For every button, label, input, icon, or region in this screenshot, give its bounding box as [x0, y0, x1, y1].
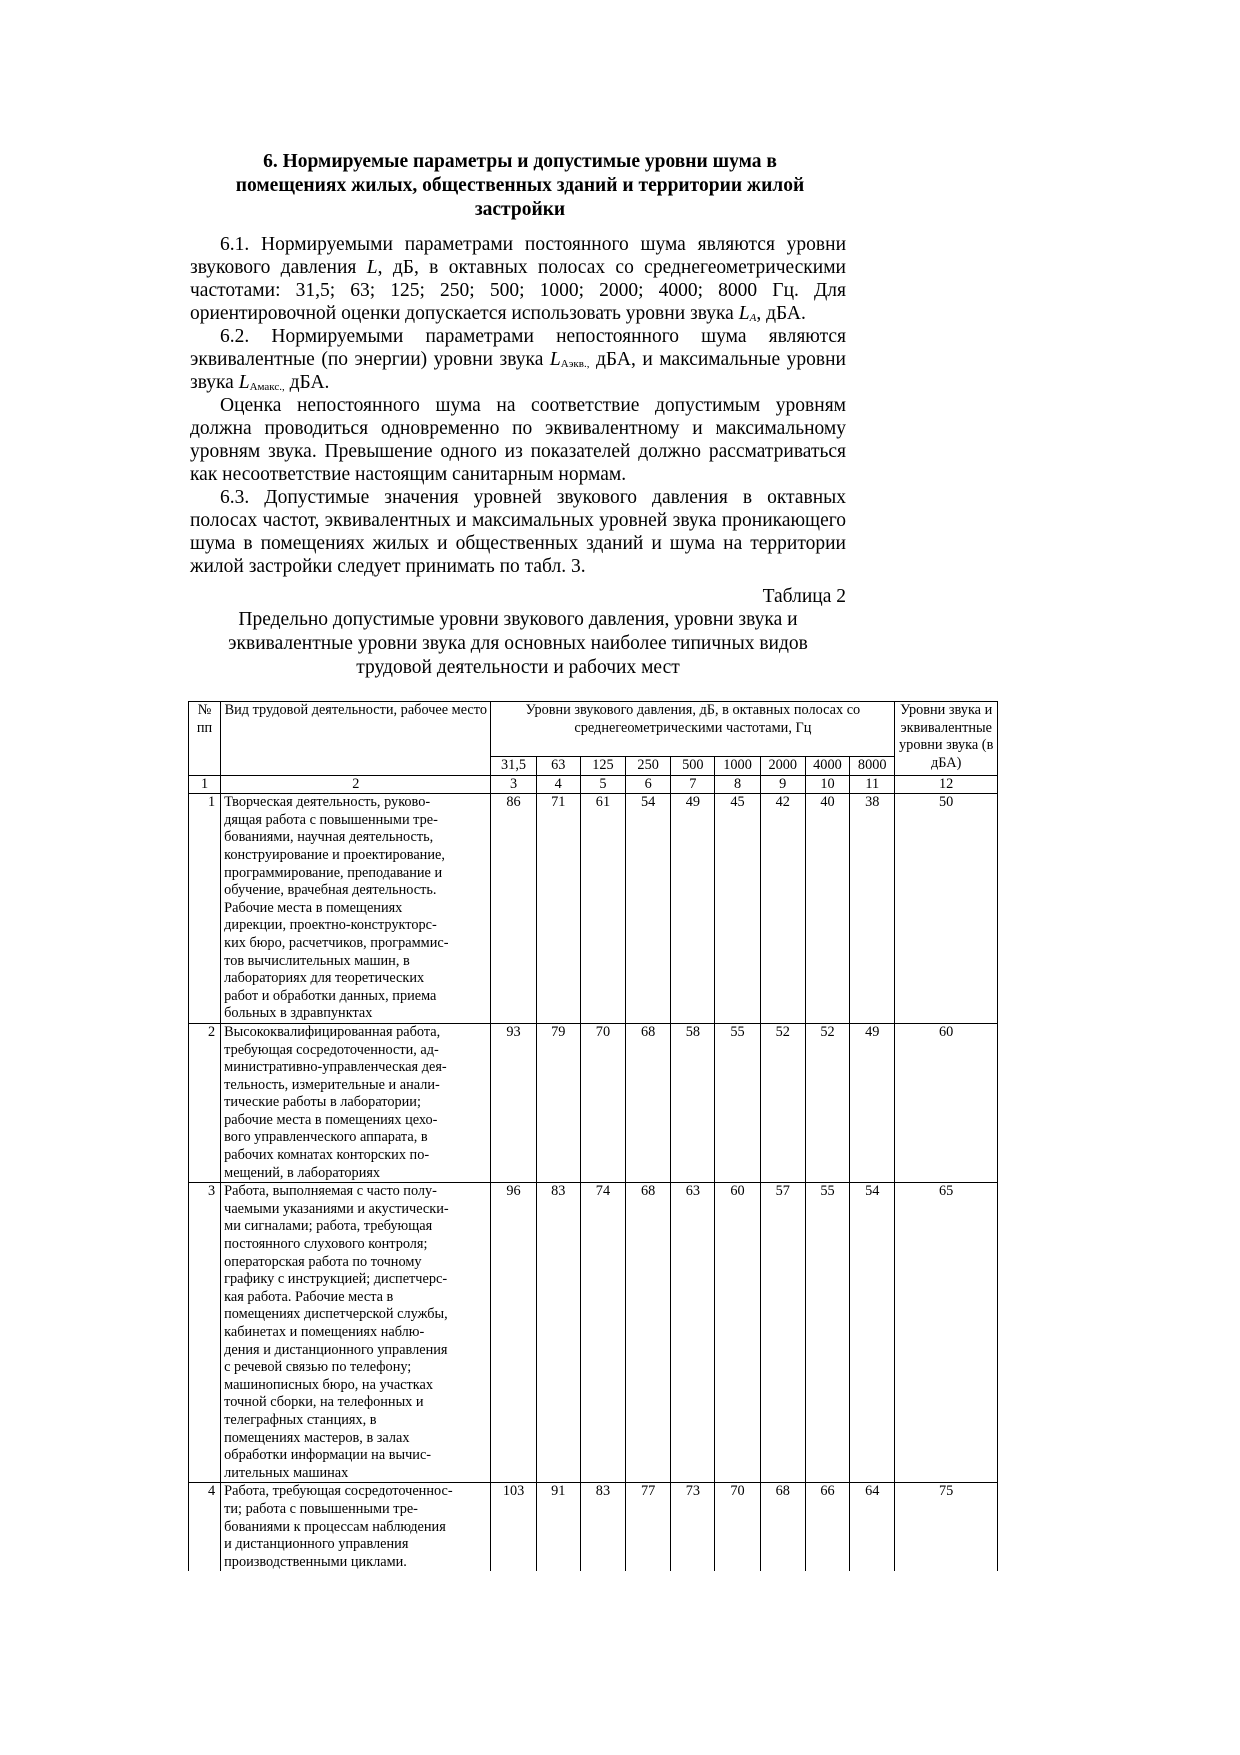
column-number: 2 [221, 775, 491, 794]
frequency-header: 125 [580, 757, 625, 776]
column-number: 10 [805, 775, 849, 794]
activity-line: ких бюро, расчетчиков, программис- [224, 934, 449, 951]
level-value: 96 [491, 1183, 536, 1483]
level-value: 66 [805, 1483, 849, 1571]
heading-line-2: помещениях жилых, общественных зданий и территории жилой [235, 175, 805, 196]
paragraph-6-2: 6.2. Нормируемыми параметрами непостоянного шума являются эквивалентные (по энергии) уровни звука $L_{Аэкв.,}$ дБА, и максимальные уровни звука $L_{Амакс.,}$ дБА. [190, 326, 846, 393]
activity-line: больных в здравпунктах [224, 1005, 373, 1022]
noise-levels-table [188, 701, 998, 1571]
activity-line: телеграфных станциях, в [224, 1411, 377, 1428]
activity-line: бованиями, научная деятельность, [224, 829, 434, 846]
activity-line: ми сигналами; работа, требующая [224, 1218, 433, 1235]
level-value: 68 [626, 1023, 671, 1182]
activity-line: Творческая деятельность, руково- [224, 794, 431, 811]
level-value: 61 [580, 794, 625, 1024]
noise-table-container [188, 701, 998, 1606]
level-value: 49 [671, 794, 715, 1024]
activity-line: обучение, врачебная деятельность. [224, 882, 437, 899]
activity-line: помещениях мастеров, в залах [224, 1429, 410, 1446]
frequency-header: 4000 [805, 757, 849, 776]
level-value: 83 [580, 1483, 625, 1571]
level-value: 54 [850, 1183, 895, 1483]
body-text [190, 233, 846, 578]
activity-line: Высококвалифицированная работа, [224, 1023, 441, 1040]
sound-level-value: 60 [895, 1023, 998, 1182]
activity-description [221, 1483, 491, 1571]
activity-line: дирекции, проектно-конструкторс- [224, 917, 437, 934]
level-value: 70 [715, 1483, 760, 1571]
level-value: 49 [850, 1023, 895, 1182]
level-value: 52 [805, 1023, 849, 1182]
row-number: 3 [189, 1183, 221, 1483]
column-number: 5 [580, 775, 625, 794]
column-number: 6 [626, 775, 671, 794]
activity-line: программирование, преподавание и [224, 864, 443, 881]
frequency-header: 8000 [850, 757, 895, 776]
section-heading [190, 150, 850, 222]
column-number: 11 [850, 775, 895, 794]
activity-line: рабочие места в помещениях цехо- [224, 1111, 438, 1128]
activity-line: требующая сосредоточенности, ад- [224, 1041, 439, 1058]
table-column-number-row [189, 775, 998, 794]
frequency-header: 31,5 [491, 757, 536, 776]
table-title-line-1: Предельно допустимые уровни звукового давления, уровни звука и [238, 609, 798, 630]
activity-line: Рабочие места в помещениях [224, 899, 403, 916]
activity-line: лительных машинах [224, 1464, 349, 1481]
activity-line: бованиями к процессам наблюдения [224, 1518, 446, 1535]
column-number: 1 [189, 775, 221, 794]
activity-description [221, 1183, 491, 1483]
frequency-header: 2000 [760, 757, 805, 776]
table-row [189, 794, 998, 1024]
level-value: 93 [491, 1023, 536, 1182]
activity-line: и дистанционного управления [224, 1536, 409, 1553]
frequency-header: 500 [671, 757, 715, 776]
table-title-line-3: трудовой деятельности и рабочих мест [356, 657, 680, 678]
activity-line: производственными циклами. [224, 1553, 407, 1570]
column-number: 8 [715, 775, 760, 794]
sound-level-value: 65 [895, 1183, 998, 1483]
column-number: 9 [760, 775, 805, 794]
column-number: 12 [895, 775, 998, 794]
column-number: 7 [671, 775, 715, 794]
activity-line: точной сборки, на телефонных и [224, 1394, 424, 1411]
activity-line: тов вычислительных машин, в [224, 952, 410, 969]
level-value: 57 [760, 1183, 805, 1483]
table-row [189, 1023, 998, 1182]
activity-line: мещений, в лабораториях [224, 1164, 381, 1181]
level-value: 103 [491, 1483, 536, 1571]
column-number: 3 [491, 775, 536, 794]
level-value: 38 [850, 794, 895, 1024]
header-sound-level: Уровни звука и эквивалентные уровни звука (в дБА) [895, 702, 998, 776]
column-number: 4 [536, 775, 580, 794]
level-value: 70 [580, 1023, 625, 1182]
activity-line: конструирование и проектирование, [224, 846, 445, 863]
activity-line: тельность, измерительные и анали- [224, 1076, 440, 1093]
activity-line: министративно-управленческая дея- [224, 1059, 447, 1076]
row-number: 4 [189, 1483, 221, 1571]
activity-line: ти; работа с повышенными тре- [224, 1500, 418, 1517]
activity-line: чаемыми указаниями и акустически- [224, 1200, 449, 1217]
level-value: 40 [805, 794, 849, 1024]
level-value: 68 [760, 1483, 805, 1571]
activity-line: Работа, выполняемая с часто полу- [224, 1183, 437, 1200]
table-row [189, 1483, 998, 1571]
level-value: 68 [626, 1183, 671, 1483]
header-pressure-levels: Уровни звукового давления, дБ, в октавных полосах со среднегеометрическими частотами, Гц [491, 702, 895, 757]
row-number: 2 [189, 1023, 221, 1182]
level-value: 71 [536, 794, 580, 1024]
sound-level-value: 50 [895, 794, 998, 1024]
activity-line: кабинетах и помещениях наблю- [224, 1324, 425, 1340]
activity-line: Работа, требующая сосредоточеннос- [224, 1483, 453, 1500]
activity-line: лабораториях для теоретических [224, 970, 425, 987]
table-title-line-2: эквивалентные уровни звука для основных наиболее типичных видов [228, 633, 808, 654]
table-header-row [189, 702, 998, 757]
header-number: № пп [189, 702, 221, 776]
activity-line: обработки информации на вычис- [224, 1447, 432, 1464]
row-number: 1 [189, 794, 221, 1024]
activity-line: тические работы в лаборатории; [224, 1094, 421, 1111]
activity-line: помещениях диспетчерской службы, [224, 1306, 448, 1323]
activity-line: с речевой связью по телефону; [224, 1359, 412, 1376]
level-value: 86 [491, 794, 536, 1024]
level-value: 91 [536, 1483, 580, 1571]
header-activity: Вид трудовой деятельности, рабочее место [221, 702, 491, 776]
level-value: 83 [536, 1183, 580, 1483]
paragraph-6-3: 6.3. Допустимые значения уровней звукового давления в октавных полосах частот, эквивалентных и максимальных уровней звука проникающего шума в помещениях жилых и общественных зданий и шума на территории жилой застройки следует принимать по табл. 3. [190, 487, 846, 577]
paragraph-6-1: 6.1. Нормируемыми параметрами постоянного шума являются уровни звукового давления L, дБ, в октавных полосах со среднегеометрическими частотами: 31,5; 63; 125; 250; 500; 1000; 2000; 4000; 8000 Гц. Для ориентировочной оценки допускается использовать уровни звука $L_A$, дБА. [190, 234, 846, 324]
level-value: 54 [626, 794, 671, 1024]
activity-description [221, 1023, 491, 1182]
level-value: 55 [805, 1183, 849, 1483]
activity-line: дящая работа с повышенными тре- [224, 811, 438, 828]
table-title [190, 608, 846, 680]
level-value: 79 [536, 1023, 580, 1182]
level-value: 77 [626, 1483, 671, 1571]
heading-line-1: 6. Нормируемые параметры и допустимые уровни шума в [263, 151, 777, 172]
activity-line: машинописных бюро, на участках [224, 1376, 433, 1393]
activity-line: операторская работа по точному [224, 1253, 422, 1270]
table-row [189, 1183, 998, 1483]
activity-line: кая работа. Рабочие места в [224, 1288, 394, 1305]
level-value: 42 [760, 794, 805, 1024]
paragraph-assessment: Оценка непостоянного шума на соответствие допустимым уровням должна проводиться одновременно по эквивалентному и максимальному уровням звука. Превышение одного из показателей должно рассматриваться как несоответствие настоящим санитарным нормам. [190, 395, 846, 485]
activity-line: графику с инструкцией; диспетчерс- [224, 1271, 448, 1288]
table-label: Таблица 2 [762, 586, 846, 607]
frequency-header: 1000 [715, 757, 760, 776]
activity-line: рабочих комнатах конторских по- [224, 1147, 430, 1164]
sound-level-value: 75 [895, 1483, 998, 1571]
level-value: 74 [580, 1183, 625, 1483]
level-value: 60 [715, 1183, 760, 1483]
frequency-header: 250 [626, 757, 671, 776]
activity-line: работ и обработки данных, приема [224, 987, 437, 1004]
level-value: 63 [671, 1183, 715, 1483]
activity-line: дения и дистанционного управления [224, 1341, 448, 1358]
activity-line: постоянного слухового контроля; [224, 1236, 428, 1253]
level-value: 64 [850, 1483, 895, 1571]
activity-description [221, 794, 491, 1024]
level-value: 73 [671, 1483, 715, 1571]
frequency-header: 63 [536, 757, 580, 776]
level-value: 58 [671, 1023, 715, 1182]
heading-line-3: застройки [474, 199, 566, 220]
level-value: 52 [760, 1023, 805, 1182]
level-value: 45 [715, 794, 760, 1024]
activity-line: вого управленческого аппарата, в [224, 1129, 428, 1146]
level-value: 55 [715, 1023, 760, 1182]
